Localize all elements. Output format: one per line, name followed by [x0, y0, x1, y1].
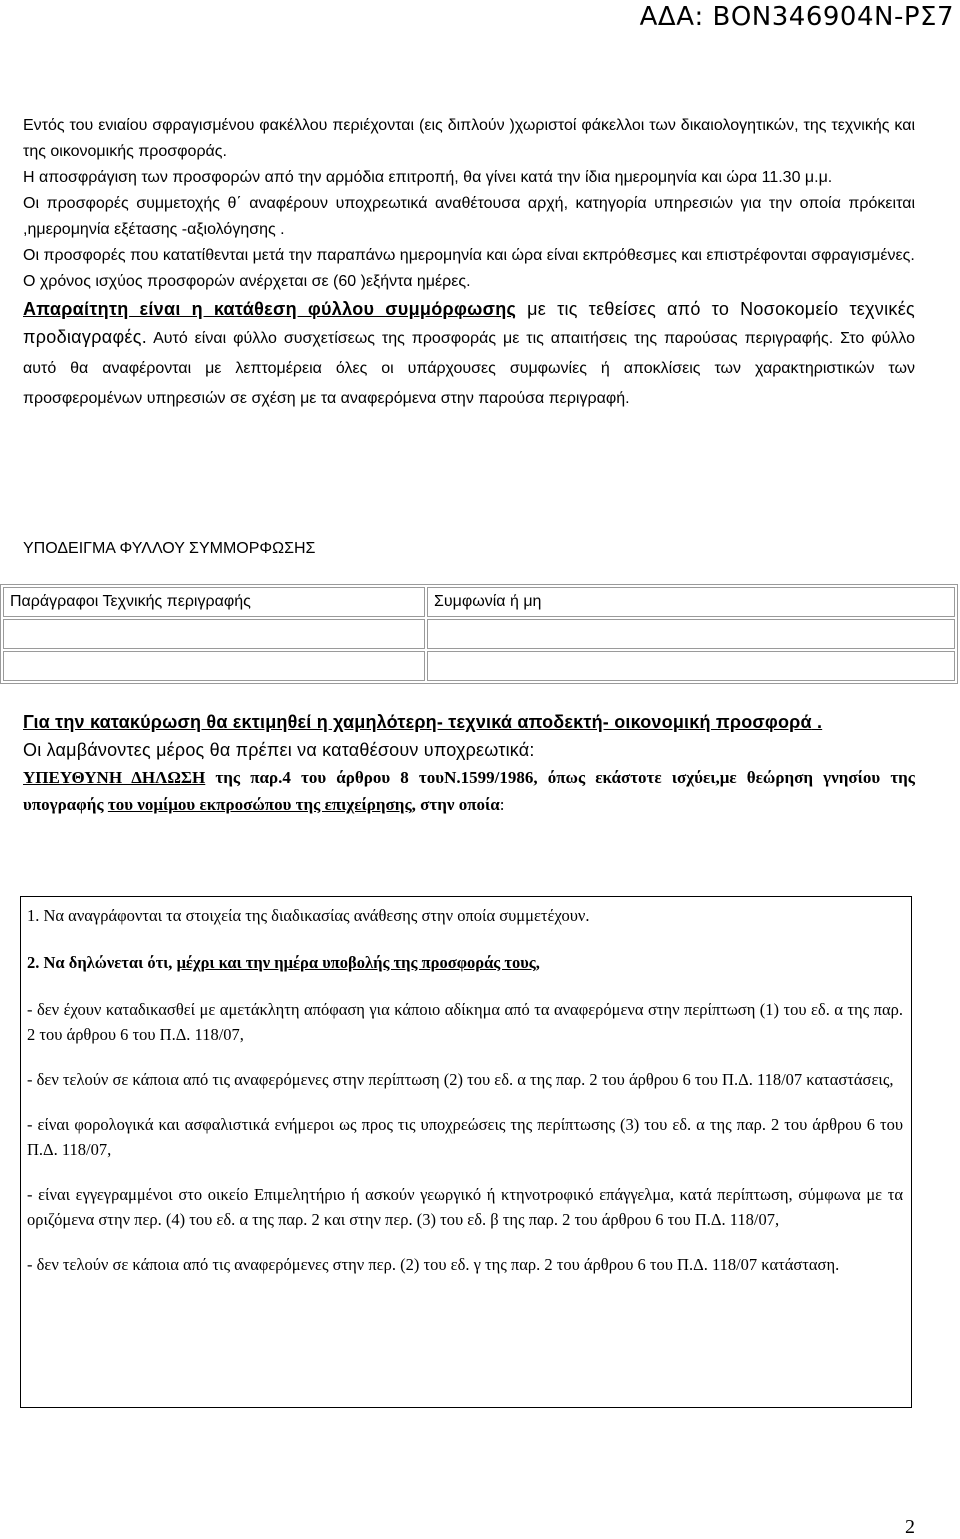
award-heading-dot: . [811, 712, 823, 732]
ada-code: ΑΔΑ: ΒΟΝ346904Ν-ΡΣ7 [639, 2, 954, 32]
declaration-middle: της παρ.4 του άρθρου 8 τουΝ.1599/1986, όπως εκάστοτε ισχύει,με θεώρηση γνησίου της υπογραφής [23, 768, 915, 814]
column-header-agreement: Συμφωνία ή μη [427, 587, 955, 617]
declaration-representative: του νομίμου εκπροσώπου της επιχείρησης [107, 795, 412, 814]
declaration-item-2 [27, 950, 903, 975]
intro-compliance-paragraph [23, 295, 915, 413]
intro-opening-paragraph: Η αποσφράγιση των προσφορών από την αρμόδια επιτροπή, θα γίνει κατά την ίδια ημερομηνία και ώρα 11.30 μ.μ. [23, 169, 833, 186]
intro-late-offers-paragraph: Οι προσφορές που κατατίθενται μετά την παραπάνω ημερομηνία και ώρα είναι εκπρόθεσμες και επιστρέφονται σφραγισμένες. [23, 247, 915, 264]
award-required-line: Οι λαμβάνοντες μέρος θα πρέπει να καταθέσουν υποχρεωτικά: [23, 740, 535, 760]
table-row [3, 619, 955, 649]
declaration-item-1: 1. Να αναγράφονται τα στοιχεία της διαδικασίας ανάθεσης στην οποία συμμετέχουν. [27, 906, 590, 925]
compliance-table [0, 584, 958, 684]
declaration-point-5: - δεν τελούν σε κάποια από τις αναφερόμενες στην περ. (2) του εδ. γ της παρ. 2 του άρθρου 6 του Π.Δ. 118/07 κατάσταση. [27, 1255, 840, 1274]
table-cell [3, 619, 425, 649]
table-cell [427, 619, 955, 649]
item2-intro: 2. Να δηλώνεται ότι, [27, 953, 177, 972]
declaration-box [20, 896, 912, 1408]
declaration-point-2: - δεν τελούν σε κάποια από τις αναφερόμενες στην περίπτωση (2) του εδ. α της παρ. 2 του άρθρου 6 του Π.Δ. 118/07 καταστάσεις, [27, 1070, 894, 1089]
column-header-paragraphs: Παράγραφοι Τεχνικής περιγραφής [3, 587, 425, 617]
award-section [23, 708, 915, 818]
table-header-row [3, 587, 955, 617]
table-row [3, 651, 955, 681]
intro-envelope-paragraph: Εντός του ενιαίου σφραγισμένου φακέλλου περιέχονται (εις διπλούν )χωριστοί φάκελλοι των δικαιολογητικών, της τεχνικής και της οικονομικής προσφοράς. [23, 117, 915, 160]
item2-underlined: μέχρι και την ημέρα υποβολής της προσφοράς τους [176, 953, 536, 972]
award-heading [23, 708, 915, 736]
compliance-required-text: Απαραίτητη είναι η κατάθεση φύλλου συμμόρφωσης [23, 299, 517, 319]
compliance-tail-text: Αυτό είναι φύλλο συσχετίσεως της προσφοράς με τις απαιτήσεις της παρούσας περιγραφής. Στο φύλλο αυτό θα αναφέρονται με λεπτομέρεια όλες οι υπάρχουσες συμφωνίες ή αποκλίσεις των χαρακτηριστικών των προσφερομένων υπηρεσιών σε σχέση με τα αναφερόμενα στην παρούσα περιγραφή. [23, 330, 915, 407]
intro-offers-content-paragraph: Οι προσφορές συμμετοχής θ΄ αναφέρουν υποχρεωτικά αναθέτουσα αρχή, κατηγορία υπηρεσιών για την οποία πρόκειται ,ημερομηνία εξέτασης -αξιολόγησης . [23, 195, 915, 238]
declaration-title: ΥΠΕΥΘΥΝΗ ΔΗΛΩΣΗ [23, 768, 206, 787]
sample-sheet-title: ΥΠΟΔΕΙΓΜΑ ΦΥΛΛΟΥ ΣΥΜΜΟΡΦΩΣΗΣ [23, 540, 316, 557]
item2-comma: , [535, 953, 540, 972]
compliance-rest-text: με τις τεθείσες από το Νοσοκομείο τεχνικές προδιαγραφές. [23, 299, 916, 347]
intro-validity-paragraph: Ο χρόνος ισχύος προσφορών ανέρχεται σε (60 )εξήντα ημέρες. [23, 273, 471, 290]
declaration-end: , στην οποία: [411, 795, 505, 814]
intro-section [23, 113, 915, 413]
table-cell [3, 651, 425, 681]
award-heading-text: Για την κατακύρωση θα εκτιμηθεί η χαμηλότερη- τεχνικά αποδεκτή- οικονομική προσφορά [23, 712, 812, 732]
declaration-point-3: - είναι φορολογικά και ασφαλιστικά ενήμεροι ως προς τις υποχρεώσεις της περίπτωσης (3) του εδ. α της παρ. 2 του άρθρου 6 του Π.Δ. 118/07, [27, 1115, 903, 1159]
declaration-point-1: - δεν έχουν καταδικασθεί με αμετάκλητη απόφαση για κάποιο αδίκημα από τα αναφερόμενα στην περίπτωση (1) του εδ. α της παρ. 2 του άρθρου 6 του Π.Δ. 118/07, [27, 1000, 903, 1044]
declaration-paragraph [23, 764, 915, 818]
page-number: 2 [905, 1516, 915, 1538]
declaration-point-4: - είναι εγγεγραμμένοι στο οικείο Επιμελητήριο ή ασκούν γεωργικό ή κτηνοτροφικό επάγγελμα, κατά περίπτωση, σύμφωνα με τα οριζόμενα στην περ. (4) του εδ. α της παρ. 2 και στην περ. (3) του εδ. β της παρ. 2 του άρθρου 6 του Π.Δ. 118/07, [27, 1185, 903, 1229]
table-cell [427, 651, 955, 681]
